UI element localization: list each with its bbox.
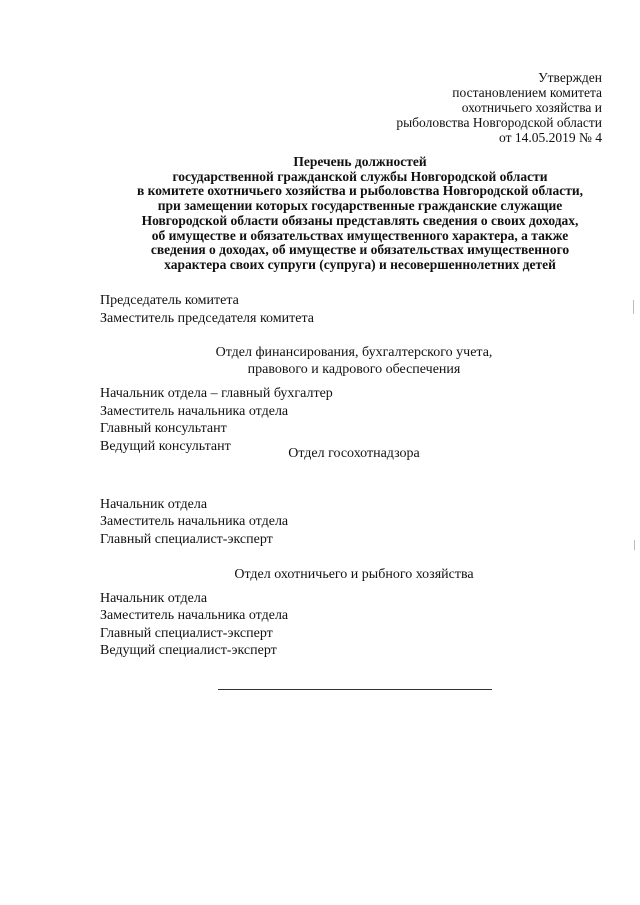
title-line: Перечень должностей	[293, 154, 427, 169]
approval-stamp	[396, 70, 602, 145]
scan-mark	[634, 540, 635, 550]
title-line: сведения о доходах, об имуществе и обязательствах имущественного	[150, 242, 570, 258]
title-line: в комитете охотничьего хозяйства и рыболовства Новгородской области,	[137, 183, 583, 199]
approval-date: от 14.05.2019 № 4	[499, 130, 602, 145]
position-item: Заместитель начальника отдела	[100, 404, 289, 419]
position-item: Начальник отдела	[100, 591, 208, 606]
approval-line: охотничьего хозяйства и	[461, 100, 602, 115]
position-item: Председатель комитета	[100, 293, 239, 308]
title-line: Новгородской области обязаны представлять сведения о своих доходах,	[141, 212, 579, 228]
position-item: Начальник отдела	[100, 497, 208, 512]
approval-line: постановлением комитета	[452, 85, 602, 100]
position-item: Главный консультант	[100, 421, 227, 436]
document-title	[80, 155, 640, 273]
position-item: Главный специалист-эксперт	[100, 626, 273, 641]
title-line: характера своих супруги (супруга) и несовершеннолетних детей	[164, 256, 556, 272]
approval-line: Утвержден	[538, 70, 602, 85]
department-heading	[100, 566, 608, 583]
department-title-line: Отдел финансирования, бухгалтерского учета,	[215, 345, 493, 360]
position-item: Главный специалист-эксперт	[100, 532, 273, 547]
scan-mark	[633, 300, 634, 314]
closing-divider	[218, 689, 492, 690]
position-item: Ведущий специалист-эксперт	[100, 643, 277, 658]
department-title-line: Отдел охотничьего и рыбного хозяйства	[234, 567, 474, 582]
position-item: Заместитель председателя комитета	[100, 311, 314, 326]
department-heading	[100, 445, 608, 462]
department-title-line: правового и кадрового обеспечения	[247, 362, 461, 377]
title-line: об имуществе и обязательствах имущественного характера, а также	[151, 227, 569, 243]
position-item: Ведущий консультант	[100, 439, 231, 454]
position-item: Заместитель начальника отдела	[100, 608, 289, 623]
position-item: Заместитель начальника отдела	[100, 514, 289, 529]
approval-line: рыболовства Новгородской области	[396, 115, 602, 130]
title-line: государственной гражданской службы Новгородской области	[172, 168, 548, 184]
department-heading	[100, 344, 608, 378]
title-line: при замещении которых государственные гражданские служащие	[157, 198, 563, 214]
department-title-line: Отдел госохотнадзора	[288, 446, 420, 461]
position-item: Начальник отдела – главный бухгалтер	[100, 386, 333, 401]
